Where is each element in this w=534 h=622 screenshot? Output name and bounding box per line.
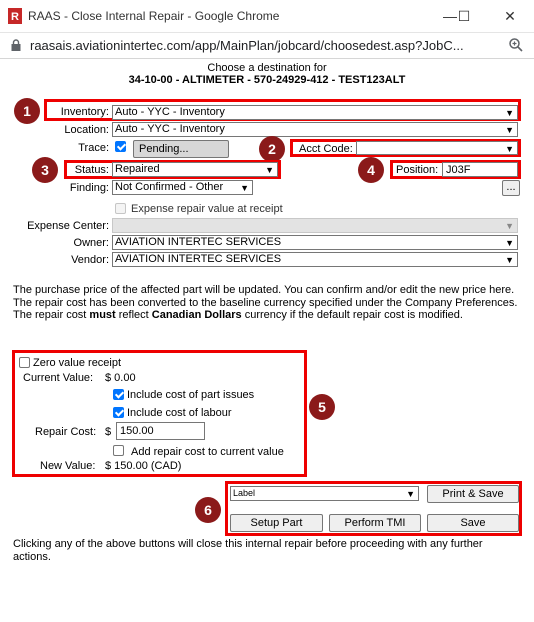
zero-value-label: Zero value receipt [33, 357, 122, 369]
chevron-down-icon: ▼ [505, 221, 514, 231]
location-select[interactable] [112, 122, 518, 137]
expense-label: Expense repair value at receipt [131, 203, 283, 215]
label-select[interactable] [230, 486, 419, 501]
status-label: Status: [74, 164, 109, 176]
note-text-3: currency if the default repair cost is modified. [241, 309, 463, 321]
finding-label: Finding: [69, 182, 109, 194]
new-value-label: New Value: [40, 460, 96, 472]
page-subtitle: Choose a destination for [207, 62, 327, 74]
vendor-select[interactable] [112, 252, 518, 267]
chevron-down-icon: ▼ [265, 165, 274, 175]
repair-cost-input[interactable]: 150.00 [116, 422, 205, 440]
note-text-1: The purchase price of the affected part will be updated. You can confirm and/or edit the new price here. The repair cost has been converted to the baseline currency specified under the Company Preferences. The repair cost [13, 284, 518, 321]
perform-tmi-button[interactable]: Perform TMI [329, 514, 421, 532]
location-value: Auto - YYC - Inventory [115, 123, 225, 135]
inventory-label: Inventory: [60, 106, 109, 118]
app-logo-icon [8, 8, 22, 24]
more-button[interactable]: ... [502, 180, 520, 196]
add-repair-label: Add repair cost to current value [131, 446, 284, 458]
chevron-down-icon: ▼ [505, 108, 514, 118]
chevron-down-icon: ▼ [505, 125, 514, 135]
pending-button[interactable]: Pending... [133, 140, 229, 158]
marker-6: 6 [195, 497, 221, 523]
owner-select[interactable] [112, 235, 518, 250]
include-labour-label: Include cost of labour [127, 407, 232, 419]
lock-icon [10, 39, 22, 51]
zero-value-checkbox[interactable] [19, 357, 30, 368]
svg-text:R: R [11, 11, 19, 23]
status-value: Repaired [115, 163, 160, 175]
acct-code-label: Acct Code: [299, 143, 353, 155]
minimize-icon[interactable]: — [443, 8, 457, 24]
marker-2: 2 [259, 136, 285, 162]
expense-checkbox[interactable] [115, 203, 126, 214]
repair-cost-currency: $ [105, 426, 112, 438]
expense-center-label: Expense Center: [27, 220, 109, 232]
trace-checkbox[interactable] [115, 141, 126, 152]
expense-center-select[interactable] [112, 218, 518, 233]
price-update-note [13, 284, 523, 322]
address-bar [0, 32, 534, 59]
include-issues-checkbox[interactable] [113, 389, 124, 400]
position-input[interactable]: J03F [442, 162, 518, 177]
new-value: $ 150.00 (CAD) [105, 460, 182, 472]
finding-select[interactable] [112, 180, 253, 195]
window-title: RAAS - Close Internal Repair - Google Chrome [28, 9, 280, 23]
inventory-select[interactable] [112, 105, 518, 120]
marker-1: 1 [14, 98, 40, 124]
zoom-icon[interactable] [508, 37, 524, 53]
maximize-icon[interactable]: ☐ [457, 8, 471, 24]
setup-part-button[interactable]: Setup Part [230, 514, 323, 532]
note-bold-2: Canadian Dollars [151, 309, 242, 321]
include-issues-label: Include cost of part issues [127, 389, 255, 401]
note-bold-1: must [89, 309, 116, 321]
trace-label: Trace: [78, 142, 109, 154]
close-icon[interactable]: ✕ [504, 8, 516, 24]
location-label: Location: [64, 124, 109, 136]
add-repair-checkbox[interactable] [113, 445, 124, 456]
acct-code-select[interactable] [356, 141, 518, 155]
owner-label: Owner: [73, 237, 109, 249]
url-text[interactable]: raasais.aviationintertec.com/app/MainPlan/jobcard/choosedest.asp?JobC... [30, 38, 464, 53]
owner-value: AVIATION INTERTEC SERVICES [115, 236, 282, 248]
page-title: 34-10-00 - ALTIMETER - 570-24929-412 - TEST123ALT [128, 74, 406, 86]
note-text-2: reflect [115, 309, 152, 321]
inventory-value: Auto - YYC - Inventory [115, 106, 225, 118]
chevron-down-icon: ▼ [505, 238, 514, 248]
footer-note: Clicking any of the above buttons will close this internal repair before proceeding with any further actions. [13, 538, 483, 563]
save-button[interactable]: Save [427, 514, 519, 532]
chevron-down-icon: ▼ [505, 255, 514, 265]
finding-value: Not Confirmed - Other [115, 181, 224, 193]
print-save-button[interactable]: Print & Save [427, 485, 519, 503]
marker-4: 4 [358, 157, 384, 183]
marker-3: 3 [32, 157, 58, 183]
repair-cost-label: Repair Cost: [35, 426, 97, 438]
label-select-value: Label [233, 488, 256, 498]
marker-5: 5 [309, 394, 335, 420]
position-label: Position: [396, 164, 439, 176]
chevron-down-icon: ▼ [406, 489, 415, 499]
current-value-label: Current Value: [23, 372, 94, 384]
vendor-value: AVIATION INTERTEC SERVICES [115, 253, 282, 265]
chevron-down-icon: ▼ [505, 144, 514, 154]
chevron-down-icon: ▼ [240, 183, 249, 193]
title-bar [0, 0, 534, 33]
vendor-label: Vendor: [71, 254, 109, 266]
current-value: $ 0.00 [105, 372, 136, 384]
status-select[interactable] [112, 162, 278, 177]
include-labour-checkbox[interactable] [113, 407, 124, 418]
